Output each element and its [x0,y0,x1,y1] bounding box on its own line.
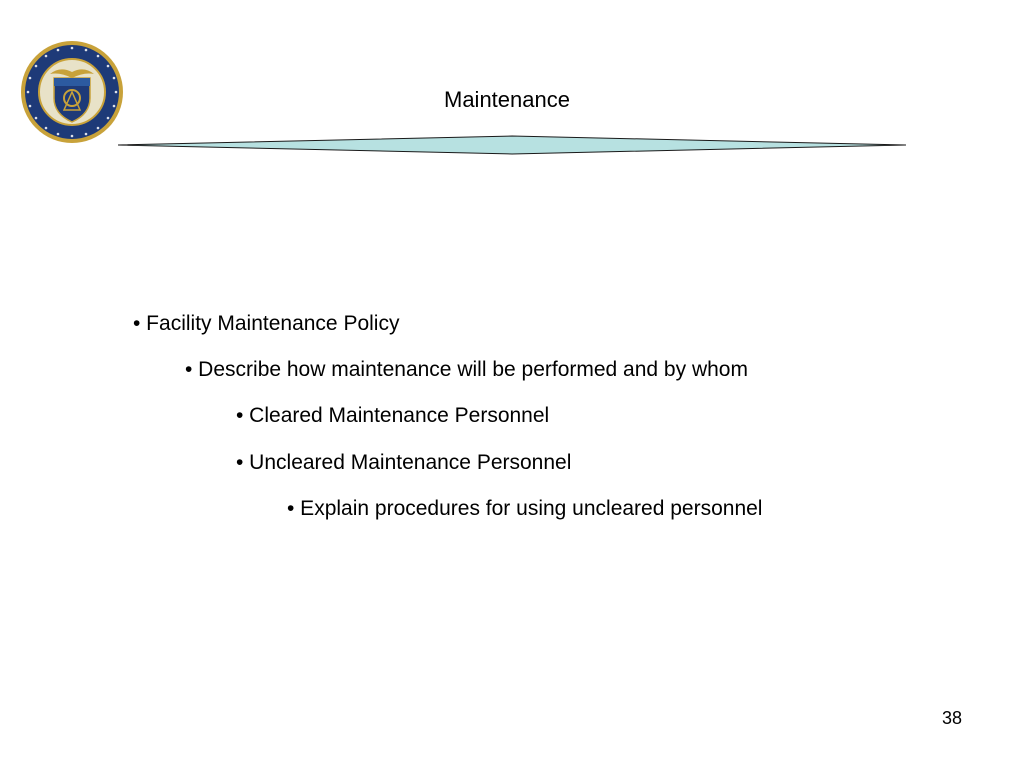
bullet-item: • Describe how maintenance will be performed and by whom [185,358,748,381]
bullet-item: • Facility Maintenance Policy [133,312,400,335]
title-divider [118,134,906,156]
bullet-item: • Cleared Maintenance Personnel [236,404,550,427]
bullet-item: • Explain procedures for using uncleared personnel [287,497,763,520]
page-number: 38 [941,708,962,728]
bullet-item: • Uncleared Maintenance Personnel [236,451,572,474]
slide-title: Maintenance [444,87,570,112]
